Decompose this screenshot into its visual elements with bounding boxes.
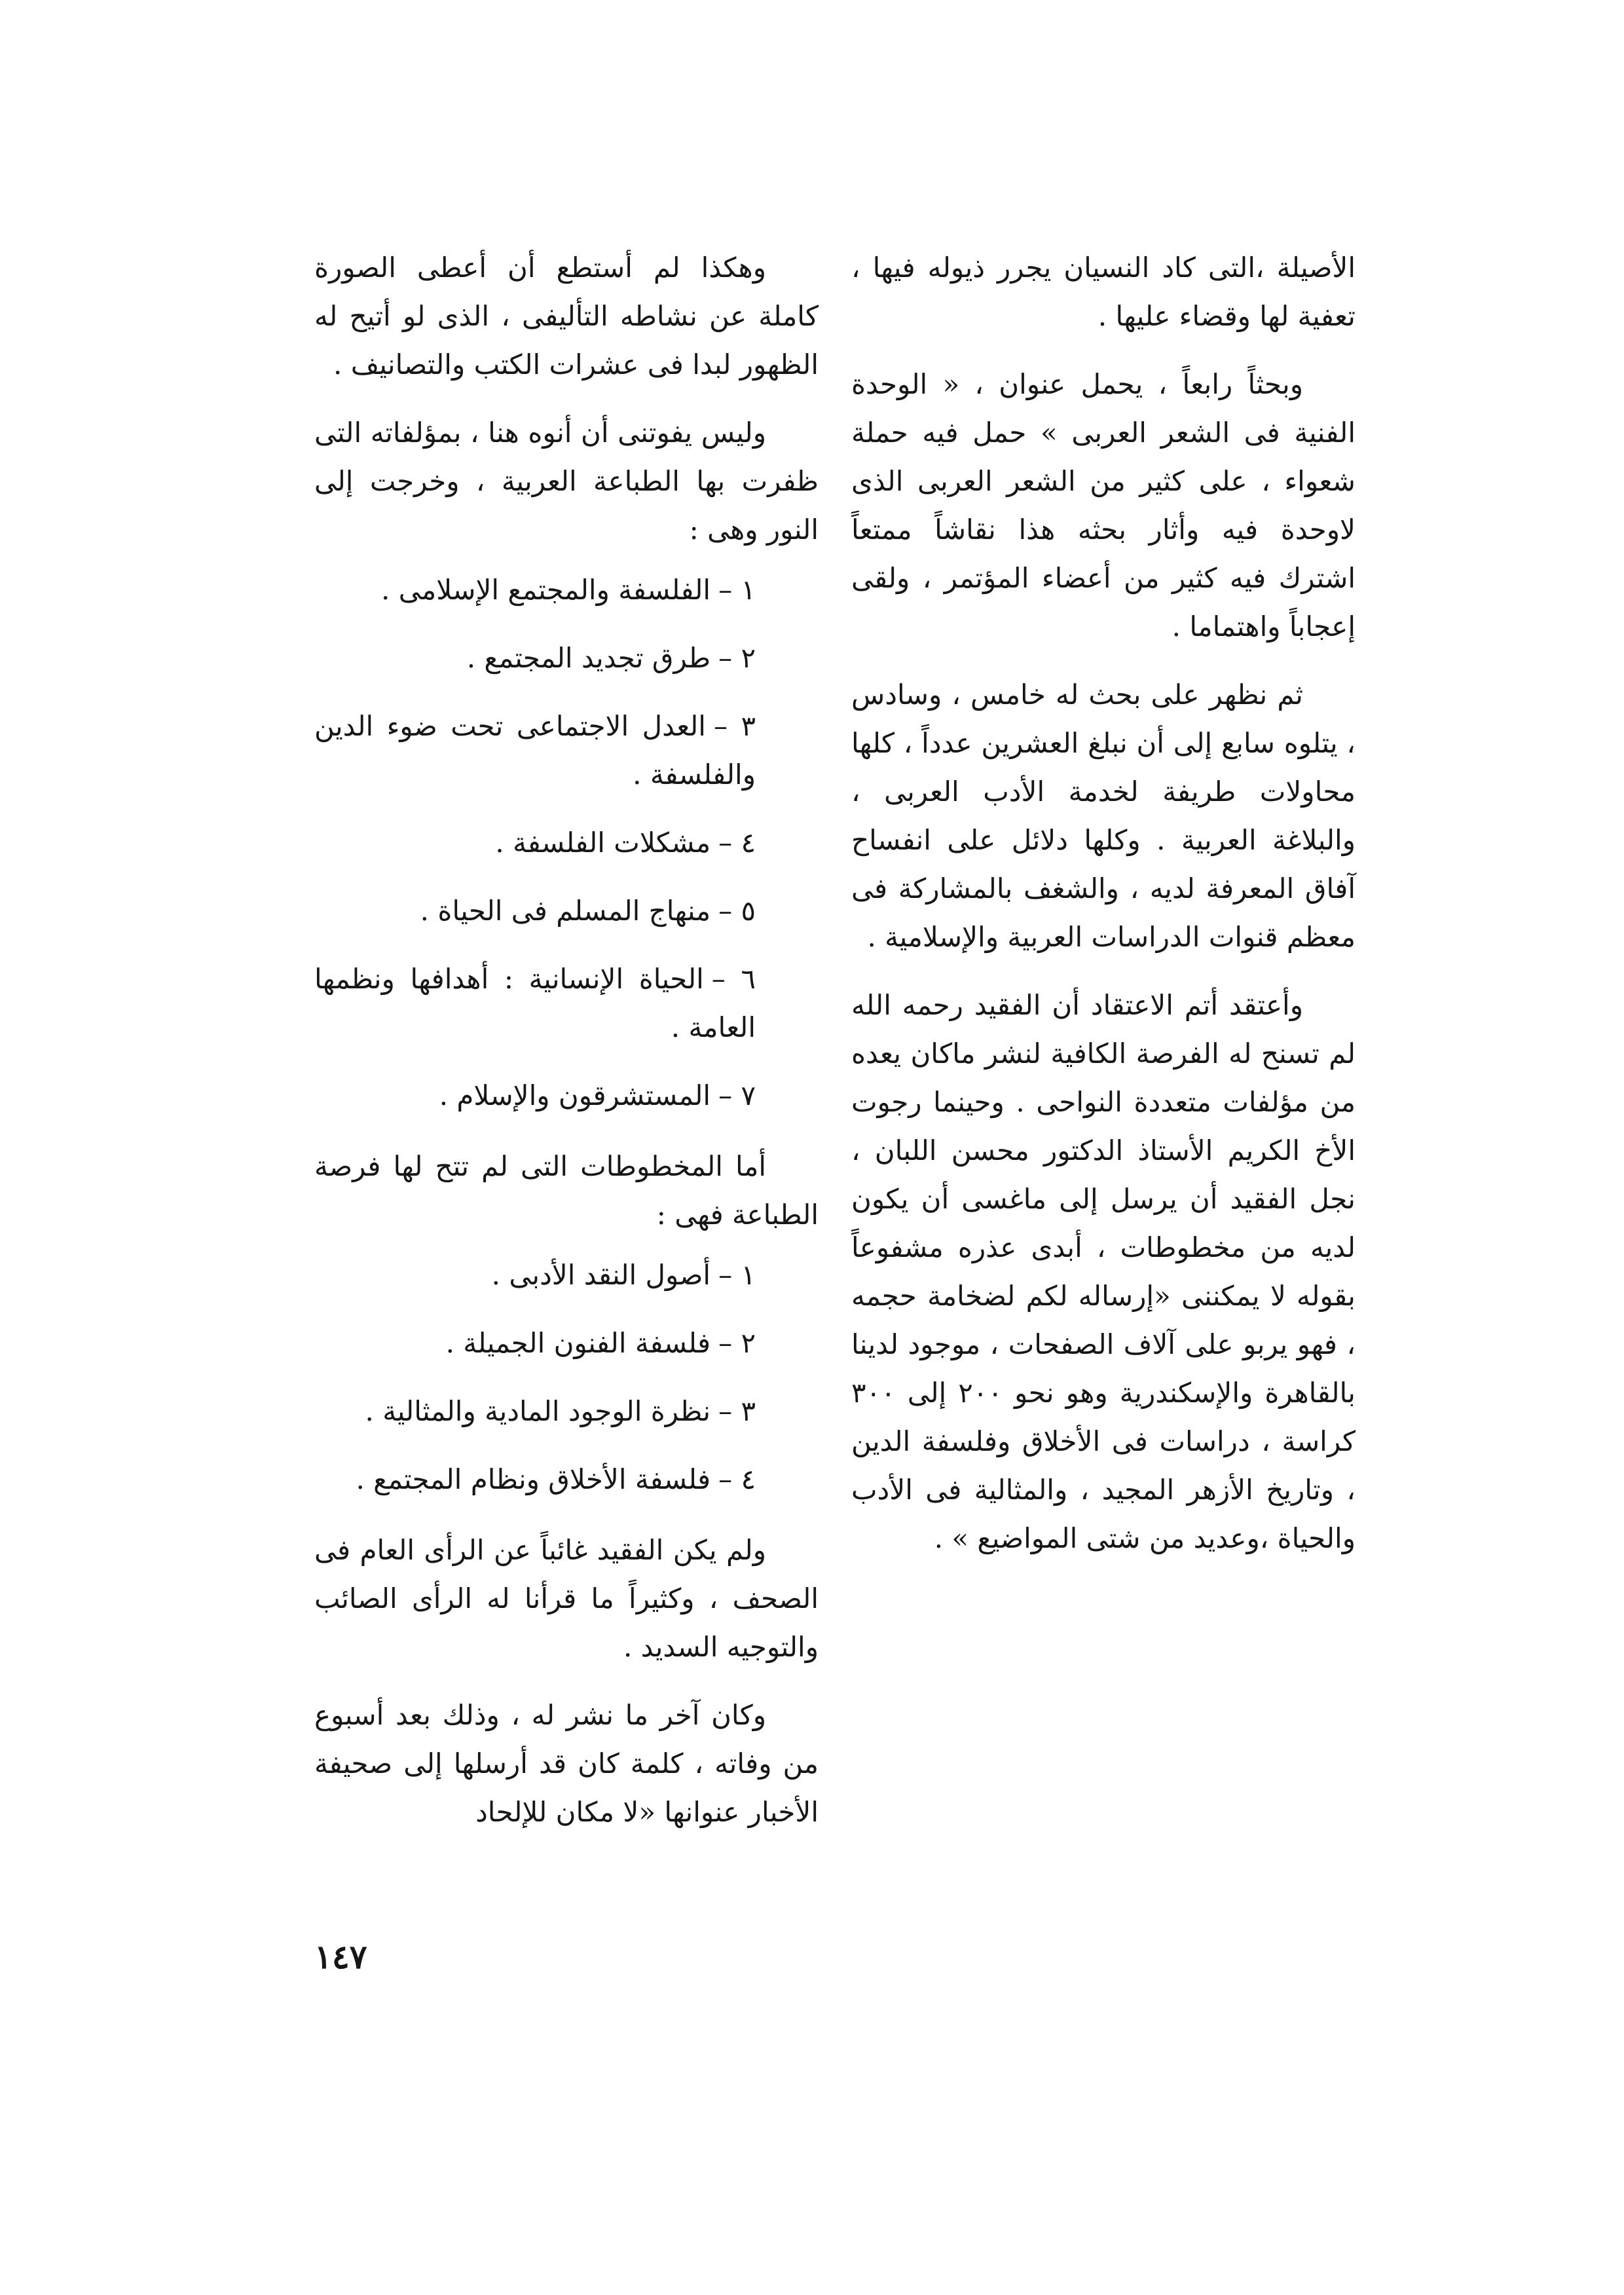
paragraph: الأصيلة ،التى كاد النسيان يجرر ذيوله فيها ، تعفية لها وقضاء عليها .: [851, 252, 1356, 332]
item-title: نظرة الوجود المادية والمثالية .: [365, 1395, 711, 1427]
list-item: [314, 1455, 756, 1504]
item-number: ١ –: [718, 574, 756, 606]
item-title: مشكلات الفلسفة .: [495, 827, 711, 859]
item-number: ٢ –: [718, 642, 756, 674]
published-works-intro: وليس يفوتنى أن أنوه هنا ، بمؤلفاته التى ظفرت بها الطباعة العربية ، وخرجت إلى النور وهى :: [314, 417, 819, 546]
list-item: [314, 887, 756, 935]
item-title: منهاج المسلم فى الحياة .: [420, 895, 711, 927]
paragraph: ثم نظهر على بحث له خامس ، وسادس ، يتلوه سابع إلى أن نبلغ العشرين عدداً ، كلها محاولات طريفة لخدمة الأدب العربى ، والبلاغة العربية . وكلها دلائل على انفساح آفاق المعرفة لديه ، والشغف بالمشاركة فى معظم قنوات الدراسات العربية والإسلامية .: [851, 679, 1356, 953]
left-text-column: [314, 244, 819, 1856]
manuscripts-list: [314, 1251, 819, 1504]
item-number: ٢ –: [718, 1327, 756, 1359]
right-text-column: [851, 244, 1356, 1582]
paragraph: وبحثاً رابعاً ، يحمل عنوان ، « الوحدة الفنية فى الشعر العربى » حمل فيه حملة شعواء ، على كثير من الشعر العربى الذى لاوحدة فيه وأثار بحثه هذا نقاشاً ممتعاً اشترك فيه كثير من أعضاء المؤتمر ، ولقى إعجاباً واهتماما .: [851, 368, 1356, 643]
paragraph: وأعتقد أتم الاعتقاد أن الفقيد رحمه الله لم تسنح له الفرصة الكافية لنشر ماكان يعده من مؤلفات متعددة النواحى . وحينما رجوت الأخ الكريم الأستاذ الدكتور محسن اللبان ، نجل الفقيد أن يرسل إلى ماغسى أن يكون لديه من مخطوطات ، أبدى عذره مشفوعاً بقوله لا يمكننى «إرساله لكم لضخامة حجمه ، فهو يربو على آلاف الصفحات ، موجود لدينا بالقاهرة والإسكندرية وهو نحو ٢٠٠ إلى ٣٠٠ كراسة ، دراسات فى الأخلاق وفلسفة الدين ، وتاريخ الأزهر المجيد ، والمثالية فى الأدب والحياة ،وعديد من شتى المواضيع » .: [851, 989, 1356, 1554]
paragraph: ولم يكن الفقيد غائباً عن الرأى العام فى الصحف ، وكثيراً ما قرأنا له الرأى الصائب والتوجيه السديد .: [314, 1534, 819, 1663]
item-title: الحياة الإنسانية : أهدافها ونظمها العامة .: [314, 963, 756, 1043]
list-item: [314, 1251, 756, 1299]
item-title: المستشرقون والإسلام .: [439, 1079, 711, 1111]
list-item: [314, 955, 756, 1052]
published-works-list: [314, 566, 819, 1120]
list-item: [314, 634, 756, 682]
list-item: [314, 702, 756, 799]
item-number: ٣ –: [713, 710, 756, 742]
list-item: [314, 1387, 756, 1436]
item-number: ٤ –: [718, 1463, 756, 1495]
item-title: الفلسفة والمجتمع الإسلامى .: [381, 574, 711, 606]
page-number: ١٤٧: [314, 1937, 367, 1976]
list-item: [314, 1319, 756, 1368]
paragraph: وكان آخر ما نشر له ، وذلك بعد أسبوع من وفاته ، كلمة كان قد أرسلها إلى صحيفة الأخبار عنوانها «لا مكان للإلحاد: [314, 1699, 819, 1828]
manuscripts-intro: أما المخطوطات التى لم تتح لها فرصة الطباعة فهى :: [314, 1150, 819, 1231]
item-title: العدل الاجتماعى تحت ضوء الدين والفلسفة .: [314, 710, 756, 791]
item-title: فلسفة الأخلاق ونظام المجتمع .: [356, 1463, 711, 1495]
paragraph: وهكذا لم أستطع أن أعطى الصورة كاملة عن نشاطه التأليفى ، الذى لو أتيح له الظهور لبدا فى عشرات الكتب والتصانيف .: [314, 252, 819, 381]
list-item: [314, 566, 756, 614]
item-title: طرق تجديد المجتمع .: [466, 642, 711, 674]
item-title: أصول النقد الأدبى .: [491, 1259, 711, 1291]
item-number: ٥ –: [718, 895, 756, 927]
item-number: ١ –: [718, 1259, 756, 1291]
item-number: ٤ –: [718, 827, 756, 859]
list-item: [314, 819, 756, 867]
item-title: فلسفة الفنون الجميلة .: [445, 1327, 711, 1359]
item-number: ٣ –: [718, 1395, 756, 1427]
list-item: [314, 1072, 756, 1120]
item-number: ٦ –: [711, 963, 756, 995]
item-number: ٧ –: [718, 1079, 756, 1111]
